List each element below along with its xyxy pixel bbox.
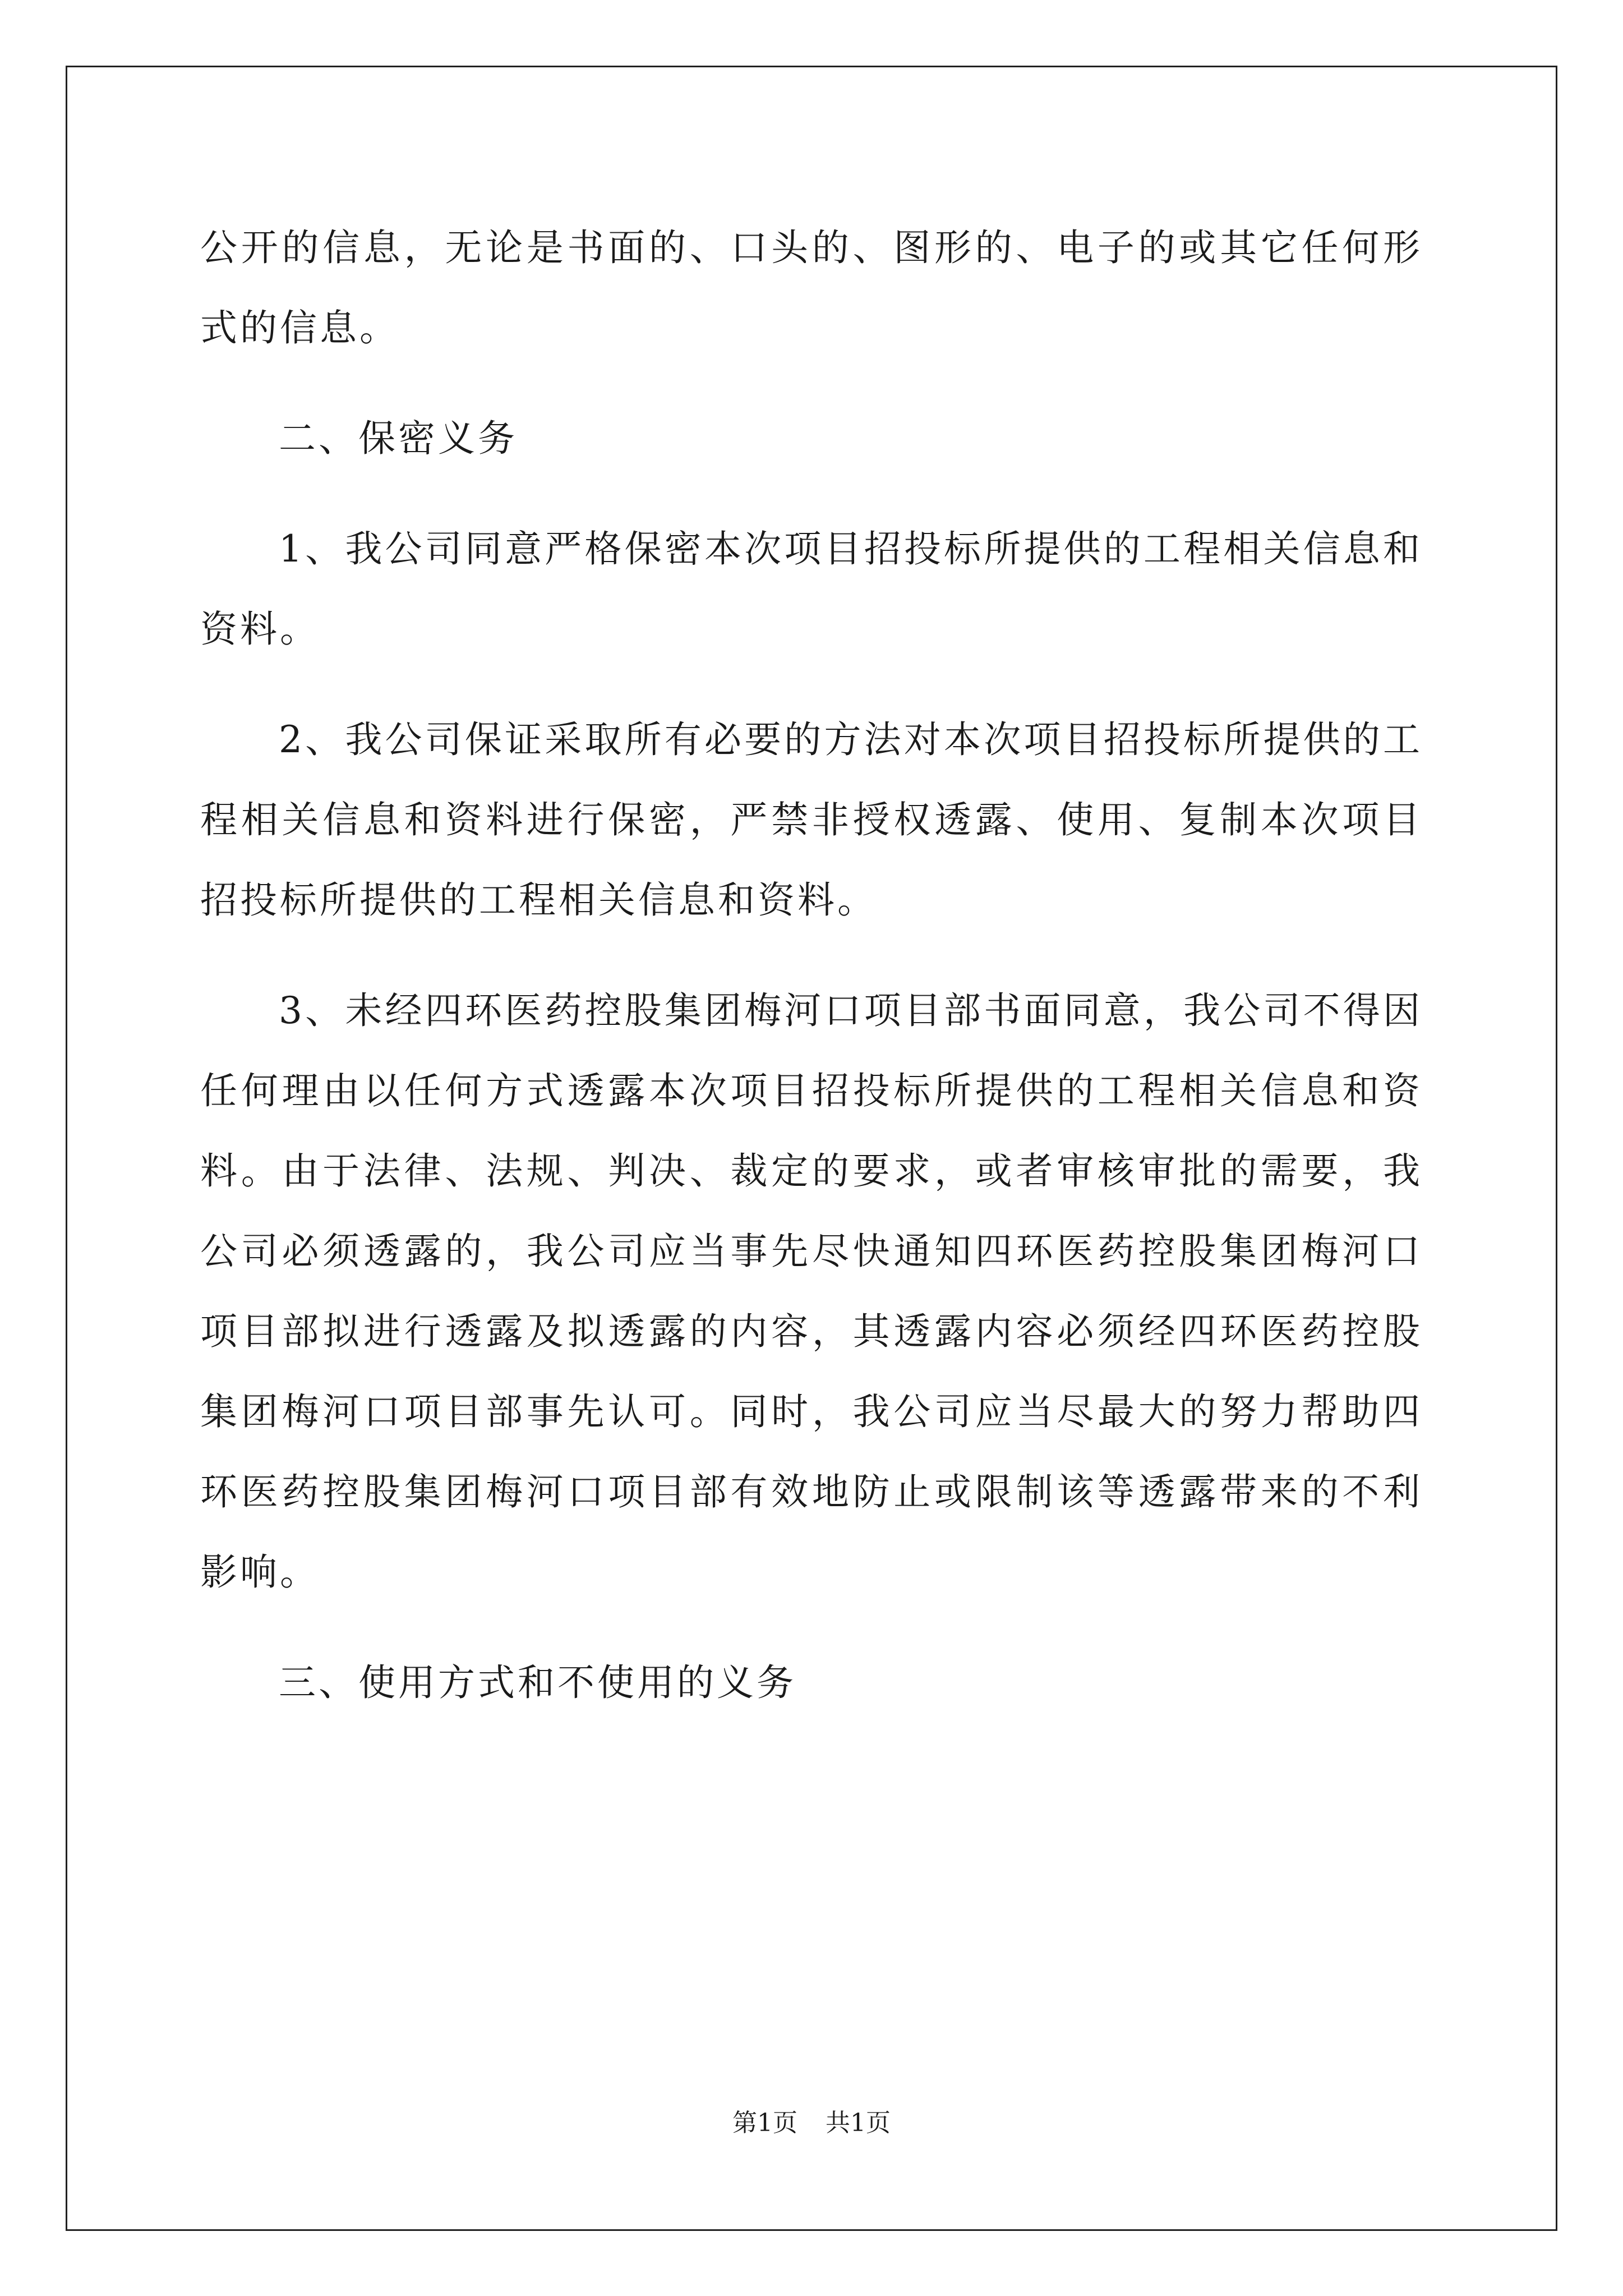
clause-2: 2、我公司保证采取所有必要的方法对本次项目招投标所提供的工程相关信息和资料进行保密，严禁非授权透露、使用、复制本次项目招投标所提供的工程相关信息和资料。 — [200, 718, 1423, 922]
page-footer — [0, 2106, 1623, 2140]
section-heading-confidentiality-obligation: 二、保密义务 — [279, 417, 518, 460]
section-heading-usage-obligation: 三、使用方式和不使用的义务 — [279, 1661, 796, 1704]
page-total: 共1页 — [826, 2109, 891, 2137]
clause-3: 3、未经四环医药控股集团梅河口项目部书面同意，我公司不得因任何理由以任何方式透露本次项目招投标所提供的工程相关信息和资料。由于法律、法规、判决、裁定的要求，或者审核审批的需要，我公司必须透露的，我公司应当事先尽快通知四环医药控股集团梅河口项目部拟进行透露及拟透露的内容，其透露内容必须经四环医药控股集团梅河口项目部事先认可。同时，我公司应当尽最大的努力帮助四环医药控股集团梅河口项目部有效地防止或限制该等透露带来的不利影响。 — [200, 989, 1423, 1594]
clause-1: 1、我公司同意严格保密本次项目招投标所提供的工程相关信息和资料。 — [200, 527, 1423, 651]
document-body — [200, 208, 1423, 1753]
paragraph-continuation: 公开的信息，无论是书面的、口头的、图形的、电子的或其它任何形式的信息。 — [200, 226, 1423, 349]
page-number: 第1页 — [732, 2109, 797, 2137]
